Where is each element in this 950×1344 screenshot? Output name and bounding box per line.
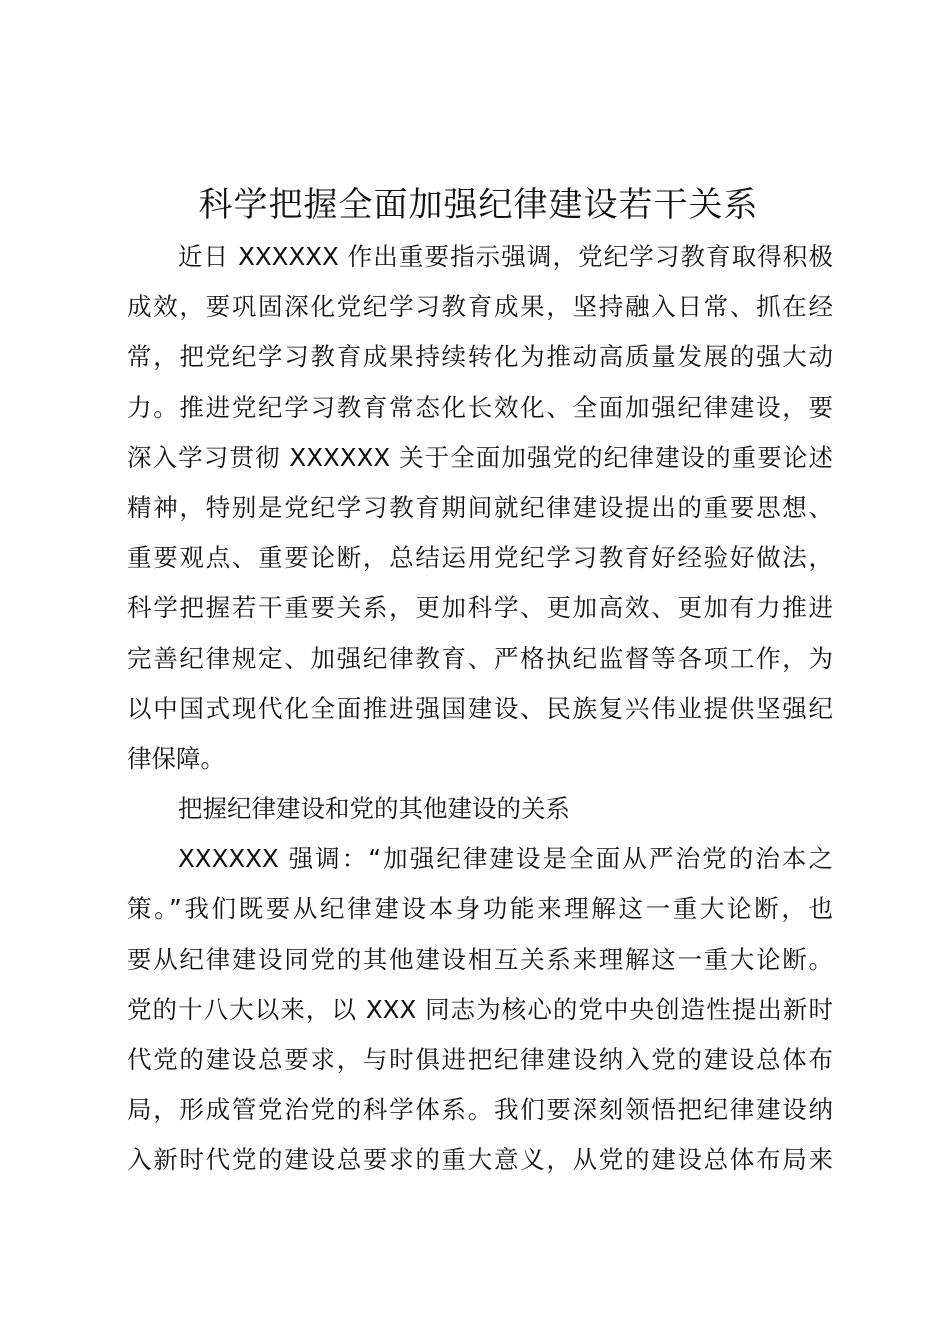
text-line: 力。推进党纪学习教育常态化长效化、全面加强纪律建设，要 <box>127 392 833 422</box>
text-line: 要从纪律建设同党的其他建设相互关系来理解这一重大论断。 <box>127 944 833 974</box>
text-line: 律保障。 <box>127 743 225 773</box>
text-line: 入新时代党的建设总要求的重大意义，从党的建设总体布局来 <box>127 1145 833 1175</box>
text-line: 策。”我们既要从纪律建设本身功能来理解这一重大论断，也 <box>127 894 833 924</box>
text-line: 常，把党纪学习教育成果持续转化为推动高质量发展的强大动 <box>127 342 833 372</box>
document-title: 科学把握全面加强纪律建设若干关系 <box>198 185 759 225</box>
text-line: 局，形成管党治党的科学体系。我们要深刻领悟把纪律建设纳 <box>127 1095 833 1125</box>
text-line: 成效，要巩固深化党纪学习教育成果，坚持融入日常、抓在经 <box>127 292 833 322</box>
text-line: 近日 XXXXXX 作出重要指示强调，党纪学习教育取得积极 <box>178 242 833 271</box>
text-line: 重要观点、重要论断，总结运用党纪学习教育好经验好做法， <box>127 543 833 573</box>
section-heading: 把握纪律建设和党的其他建设的关系 <box>178 794 570 824</box>
text-line: 科学把握若干重要关系，更加科学、更加高效、更加有力推进 <box>127 593 833 623</box>
text-line: 完善纪律规定、加强纪律教育、严格执纪监督等各项工作，为 <box>127 643 833 673</box>
document-body <box>127 232 833 1186</box>
text-line: 代党的建设总要求，与时俱进把纪律建设纳入党的建设总体布 <box>127 1045 833 1074</box>
text-line: 以中国式现代化全面推进强国建设、民族复兴伟业提供坚强纪 <box>127 693 833 723</box>
text-line: 党的十八大以来，以 XXX 同志为核心的党中央创造性提出新时 <box>127 994 833 1024</box>
text-line: 深入学习贯彻 XXXXXX 关于全面加强党的纪律建设的重要论述 <box>127 442 833 472</box>
text-line: 精神，特别是党纪学习教育期间就纪律建设提出的重要思想、 <box>127 492 833 522</box>
text-line: XXXXXX 强调：“加强纪律建设是全面从严治党的治本之 <box>178 844 833 874</box>
